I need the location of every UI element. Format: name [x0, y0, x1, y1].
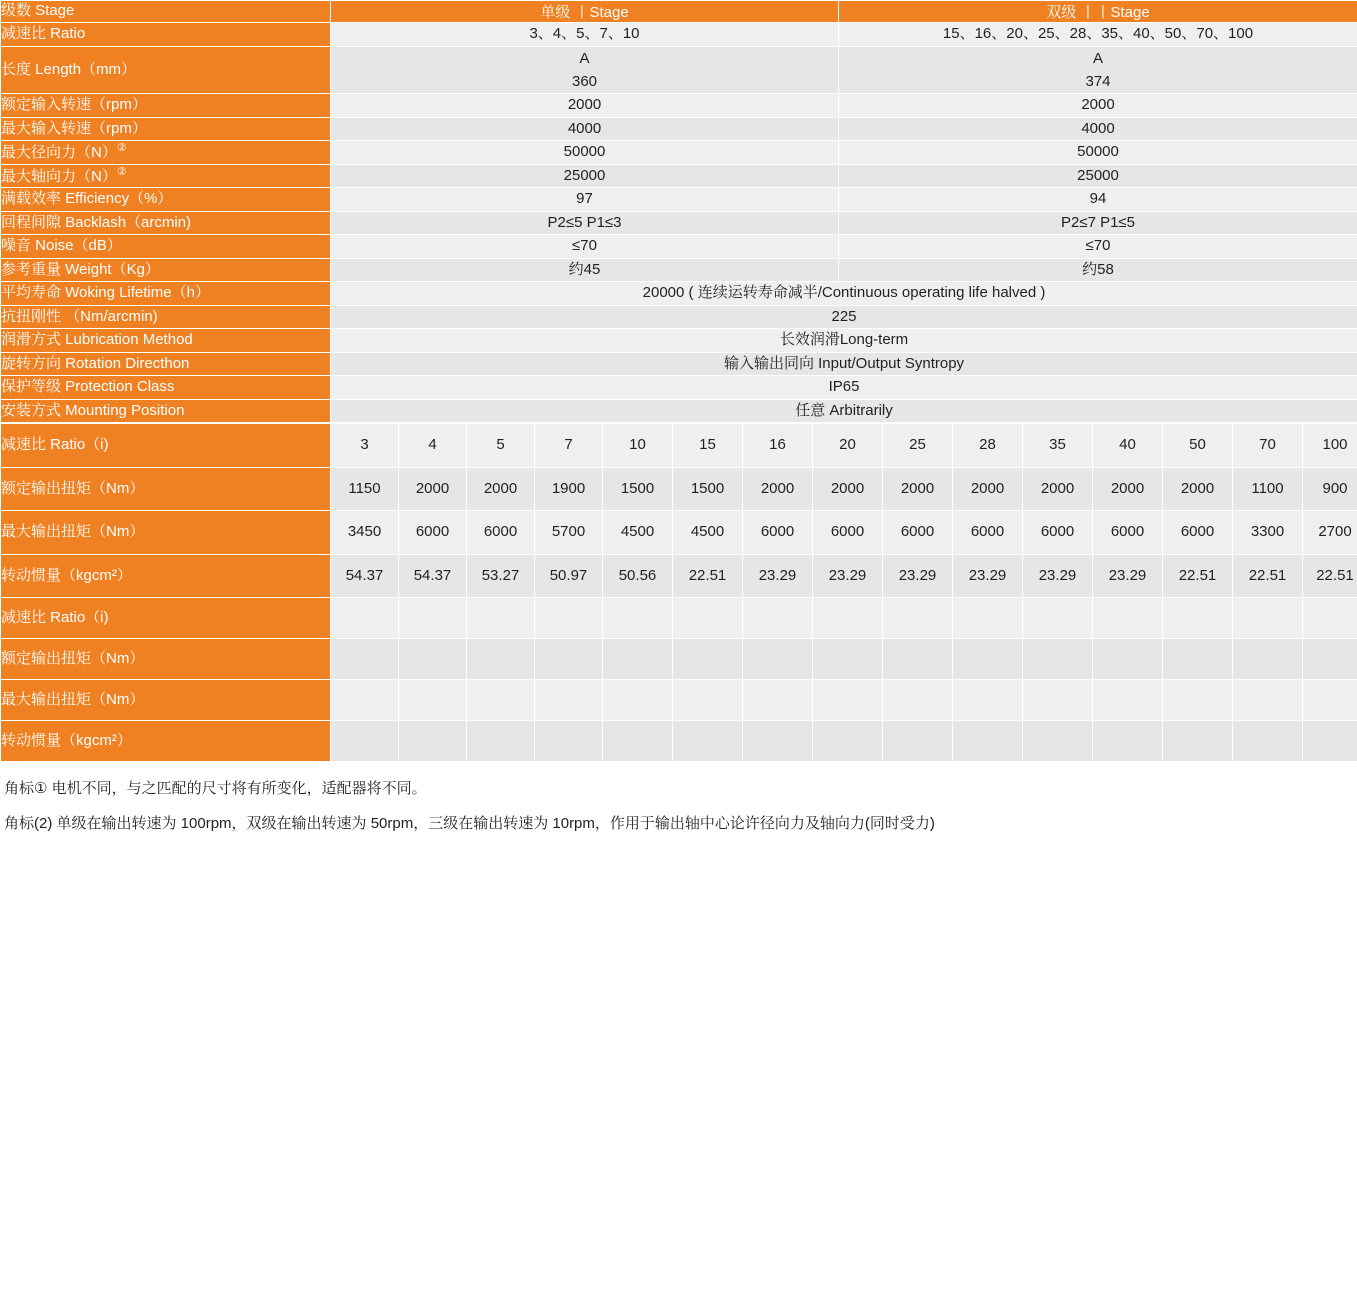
ratio-matrix-table: [0, 423, 1357, 762]
matrix-max-cell: 4500: [673, 511, 743, 555]
table-row: [1, 305, 1357, 329]
matrix-empty-label-max: 最大输出扭矩（Nm）: [1, 680, 331, 721]
table-row: [1, 164, 1357, 188]
matrix-ratio-cell: 16: [743, 424, 813, 468]
empty-cell: [603, 639, 673, 680]
length-single-value: 360: [571, 72, 598, 90]
empty-cell: [1233, 680, 1303, 721]
footnote-marker-2: ②: [116, 142, 127, 155]
matrix-max-cell: 5700: [535, 511, 603, 555]
row-value-ratio-double: 15、16、20、25、28、35、40、50、70、100: [839, 23, 1357, 47]
max-axial-force-text: 最大轴向力（N）: [1, 167, 117, 185]
matrix-max-cell: 3300: [1233, 511, 1303, 555]
empty-cell: [1233, 598, 1303, 639]
empty-cell: [953, 639, 1023, 680]
matrix-inertia-cell: 23.29: [1093, 554, 1163, 598]
header-double-stage: 双级 丨丨Stage: [839, 1, 1357, 23]
row-value-ratio-single: 3、4、5、7、10: [331, 23, 839, 47]
row-value-mounting-position: 任意 Arbitrarily: [331, 399, 1357, 423]
row-value-backlash-double: P2≤7 P1≤5: [839, 211, 1357, 235]
matrix-rated-cell: 2000: [467, 467, 535, 511]
matrix-inertia-cell: 22.51: [1163, 554, 1233, 598]
matrix-rated-cell: 2000: [883, 467, 953, 511]
empty-cell: [535, 680, 603, 721]
matrix-empty-label-rated: 额定输出扭矩（Nm）: [1, 639, 331, 680]
empty-cell: [1163, 598, 1233, 639]
empty-cell: [673, 680, 743, 721]
matrix-max-cell: 2700: [1303, 511, 1357, 555]
matrix-inertia-cell: 50.56: [603, 554, 673, 598]
matrix-max-cell: 6000: [467, 511, 535, 555]
empty-cell: [535, 598, 603, 639]
empty-cell: [535, 721, 603, 762]
empty-cell: [603, 680, 673, 721]
row-label-torsional-rigidity: 抗扭刚性 （Nm/arcmin): [1, 305, 331, 329]
empty-cell: [603, 598, 673, 639]
matrix-rated-cell: 1100: [1233, 467, 1303, 511]
row-label-weight: 参考重量 Weight（Kg）: [1, 258, 331, 282]
footnote-1: 角标① 电机不同，与之匹配的尺寸将有所变化，适配器将不同。: [4, 780, 427, 797]
empty-cell: [399, 639, 467, 680]
empty-cell: [1093, 639, 1163, 680]
table-row: [1, 352, 1357, 376]
table-row: [1, 282, 1357, 306]
matrix-max-cell: 6000: [953, 511, 1023, 555]
table-row: [1, 376, 1357, 400]
matrix-rated-cell: 2000: [1093, 467, 1163, 511]
empty-cell: [883, 721, 953, 762]
matrix-rated-cell: 2000: [1023, 467, 1093, 511]
matrix-max-cell: 6000: [743, 511, 813, 555]
row-value-efficiency-double: 94: [839, 188, 1357, 212]
table-row: [1, 94, 1357, 118]
row-value-max-input-speed-double: 4000: [839, 117, 1357, 141]
matrix-inertia-cell: 22.51: [1233, 554, 1303, 598]
row-label-efficiency: 满载效率 Efficiency（%）: [1, 188, 331, 212]
matrix-max-cell: 6000: [1163, 511, 1233, 555]
empty-cell: [673, 598, 743, 639]
row-value-rotation-direction: 输入输出同向 Input/Output Syntropy: [331, 352, 1357, 376]
empty-cell: [467, 598, 535, 639]
empty-cell: [953, 680, 1023, 721]
empty-cell: [743, 598, 813, 639]
empty-cell: [673, 639, 743, 680]
matrix-empty-ratio-row: [1, 598, 1357, 639]
row-label-length: 长度 Length（mm）: [1, 46, 331, 94]
row-value-weight-single: 约45: [331, 258, 839, 282]
empty-cell: [743, 680, 813, 721]
row-label-noise: 噪音 Noise（dB）: [1, 235, 331, 259]
empty-cell: [673, 721, 743, 762]
matrix-label-ratio: 减速比 Ratio（i): [1, 424, 331, 468]
matrix-label-inertia: 转动惯量（kgcm²）: [1, 554, 331, 598]
matrix-max-cell: 4500: [603, 511, 673, 555]
matrix-max-torque-row: [1, 511, 1357, 555]
empty-cell: [1163, 680, 1233, 721]
row-value-lubrication: 长效润滑Long-term: [331, 329, 1357, 353]
empty-cell: [331, 598, 399, 639]
row-value-efficiency-single: 97: [331, 188, 839, 212]
matrix-empty-max-row: [1, 680, 1357, 721]
row-label-lubrication: 润滑方式 Lubrication Method: [1, 329, 331, 353]
empty-cell: [1303, 680, 1357, 721]
empty-cell: [1233, 721, 1303, 762]
empty-cell: [1093, 598, 1163, 639]
table-row: [1, 117, 1357, 141]
matrix-empty-label-inertia: 转动惯量（kgcm²）: [1, 721, 331, 762]
empty-cell: [1163, 721, 1233, 762]
matrix-inertia-cell: 54.37: [399, 554, 467, 598]
matrix-empty-inertia-row: [1, 721, 1357, 762]
matrix-max-cell: 6000: [883, 511, 953, 555]
matrix-ratio-cell: 7: [535, 424, 603, 468]
max-radial-force-text: 最大径向力（N）: [1, 144, 117, 162]
matrix-ratio-cell: 70: [1233, 424, 1303, 468]
header-stage-label: 级数 Stage: [1, 1, 331, 23]
empty-cell: [399, 598, 467, 639]
empty-cell: [1023, 721, 1093, 762]
empty-cell: [1163, 639, 1233, 680]
matrix-ratio-cell: 35: [1023, 424, 1093, 468]
row-label-rated-input-speed: 额定输入转速（rpm）: [1, 94, 331, 118]
matrix-max-cell: 3450: [331, 511, 399, 555]
matrix-inertia-cell: 23.29: [953, 554, 1023, 598]
row-value-protection-class: IP65: [331, 376, 1357, 400]
empty-cell: [467, 639, 535, 680]
row-label-backlash: 回程间隙 Backlash（arcmin): [1, 211, 331, 235]
table-header-row: [1, 1, 1357, 23]
row-label-rotation-direction: 旋转方向 Rotation Directhon: [1, 352, 331, 376]
length-single-code: A: [579, 49, 590, 67]
matrix-label-max-torque: 最大输出扭矩（Nm）: [1, 511, 331, 555]
empty-cell: [1023, 680, 1093, 721]
empty-cell: [1303, 598, 1357, 639]
row-value-rated-input-speed-single: 2000: [331, 94, 839, 118]
empty-cell: [467, 721, 535, 762]
matrix-inertia-cell: 23.29: [883, 554, 953, 598]
matrix-empty-label-ratio: 减速比 Ratio（i): [1, 598, 331, 639]
matrix-max-cell: 6000: [1093, 511, 1163, 555]
empty-cell: [883, 680, 953, 721]
empty-cell: [331, 721, 399, 762]
matrix-inertia-cell: 50.97: [535, 554, 603, 598]
empty-cell: [883, 598, 953, 639]
matrix-ratio-cell: 28: [953, 424, 1023, 468]
empty-cell: [1093, 721, 1163, 762]
matrix-max-cell: 6000: [813, 511, 883, 555]
row-value-max-radial-force-single: 50000: [331, 141, 839, 165]
empty-cell: [331, 639, 399, 680]
matrix-rated-cell: 1900: [535, 467, 603, 511]
row-value-noise-double: ≤70: [839, 235, 1357, 259]
table-row: [1, 46, 1357, 94]
matrix-ratio-cell: 15: [673, 424, 743, 468]
empty-cell: [1303, 721, 1357, 762]
empty-cell: [1093, 680, 1163, 721]
matrix-inertia-cell: 54.37: [331, 554, 399, 598]
table-row: [1, 141, 1357, 165]
matrix-empty-rated-row: [1, 639, 1357, 680]
empty-cell: [953, 721, 1023, 762]
table-row: [1, 329, 1357, 353]
table-row: [1, 399, 1357, 423]
footnote-marker-2b: ②: [116, 165, 127, 178]
empty-cell: [813, 598, 883, 639]
row-value-max-axial-force-double: 25000: [839, 164, 1357, 188]
empty-cell: [1233, 639, 1303, 680]
matrix-inertia-cell: 23.29: [1023, 554, 1093, 598]
matrix-rated-cell: 900: [1303, 467, 1357, 511]
matrix-rated-cell: 2000: [399, 467, 467, 511]
table-row: [1, 188, 1357, 212]
empty-cell: [743, 721, 813, 762]
row-label-lifetime: 平均寿命 Woking Lifetime（h）: [1, 282, 331, 306]
row-value-max-input-speed-single: 4000: [331, 117, 839, 141]
footnotes: [0, 762, 1357, 841]
matrix-ratio-cell: 10: [603, 424, 673, 468]
row-value-rated-input-speed-double: 2000: [839, 94, 1357, 118]
table-row: [1, 211, 1357, 235]
empty-cell: [535, 639, 603, 680]
matrix-max-cell: 6000: [399, 511, 467, 555]
matrix-rated-cell: 1500: [603, 467, 673, 511]
matrix-rated-cell: 1500: [673, 467, 743, 511]
row-value-backlash-single: P2≤5 P1≤3: [331, 211, 839, 235]
header-single-stage: 单级 丨Stage: [331, 1, 839, 23]
matrix-ratio-cell: 40: [1093, 424, 1163, 468]
matrix-ratio-cell: 25: [883, 424, 953, 468]
matrix-rated-cell: 2000: [953, 467, 1023, 511]
matrix-max-cell: 6000: [1023, 511, 1093, 555]
row-label-max-input-speed: 最大输入转速（rpm）: [1, 117, 331, 141]
empty-cell: [1303, 639, 1357, 680]
empty-cell: [331, 680, 399, 721]
length-double-code: A: [1092, 49, 1103, 67]
matrix-rated-cell: 2000: [813, 467, 883, 511]
matrix-ratio-cell: 4: [399, 424, 467, 468]
empty-cell: [813, 721, 883, 762]
empty-cell: [743, 639, 813, 680]
table-row: [1, 235, 1357, 259]
matrix-label-rated-torque: 额定输出扭矩（Nm）: [1, 467, 331, 511]
row-label-protection-class: 保护等级 Protection Class: [1, 376, 331, 400]
empty-cell: [1023, 639, 1093, 680]
specification-table: [0, 0, 1357, 423]
matrix-ratio-cell: 50: [1163, 424, 1233, 468]
empty-cell: [467, 680, 535, 721]
row-label-ratio: 减速比 Ratio: [1, 23, 331, 47]
row-value-max-axial-force-single: 25000: [331, 164, 839, 188]
matrix-ratio-row: [1, 424, 1357, 468]
empty-cell: [883, 639, 953, 680]
matrix-ratio-cell: 100: [1303, 424, 1357, 468]
empty-cell: [399, 721, 467, 762]
row-value-length-double: [839, 46, 1357, 94]
matrix-inertia-row: [1, 554, 1357, 598]
matrix-ratio-cell: 5: [467, 424, 535, 468]
row-value-lifetime: 20000 ( 连续运转寿命减半/Continuous operating life halved ): [331, 282, 1357, 306]
footnote-2: 角标(2) 单级在输出转速为 100rpm，双级在输出转速为 50rpm，三级在输出转速为 10rpm，作用于输出轴中心论许径向力及轴向力(同时受力): [4, 814, 935, 832]
matrix-inertia-cell: 53.27: [467, 554, 535, 598]
empty-cell: [953, 598, 1023, 639]
empty-cell: [399, 680, 467, 721]
row-value-torsional-rigidity: 225: [331, 305, 1357, 329]
table-row: [1, 23, 1357, 47]
matrix-inertia-cell: 22.51: [1303, 554, 1357, 598]
row-label-mounting-position: 安装方式 Mounting Position: [1, 399, 331, 423]
empty-cell: [603, 721, 673, 762]
matrix-inertia-cell: 22.51: [673, 554, 743, 598]
row-value-noise-single: ≤70: [331, 235, 839, 259]
table-row: [1, 258, 1357, 282]
row-value-length-single: [331, 46, 839, 94]
empty-cell: [813, 639, 883, 680]
matrix-rated-cell: 2000: [743, 467, 813, 511]
matrix-inertia-cell: 23.29: [813, 554, 883, 598]
row-value-max-radial-force-double: 50000: [839, 141, 1357, 165]
row-label-max-axial-force: [1, 164, 331, 188]
matrix-inertia-cell: 23.29: [743, 554, 813, 598]
matrix-ratio-cell: 3: [331, 424, 399, 468]
row-label-max-radial-force: [1, 141, 331, 165]
empty-cell: [813, 680, 883, 721]
matrix-rated-cell: 1150: [331, 467, 399, 511]
matrix-rated-cell: 2000: [1163, 467, 1233, 511]
matrix-rated-torque-row: [1, 467, 1357, 511]
empty-cell: [1023, 598, 1093, 639]
matrix-ratio-cell: 20: [813, 424, 883, 468]
row-value-weight-double: 约58: [839, 258, 1357, 282]
length-double-value: 374: [1085, 72, 1111, 90]
